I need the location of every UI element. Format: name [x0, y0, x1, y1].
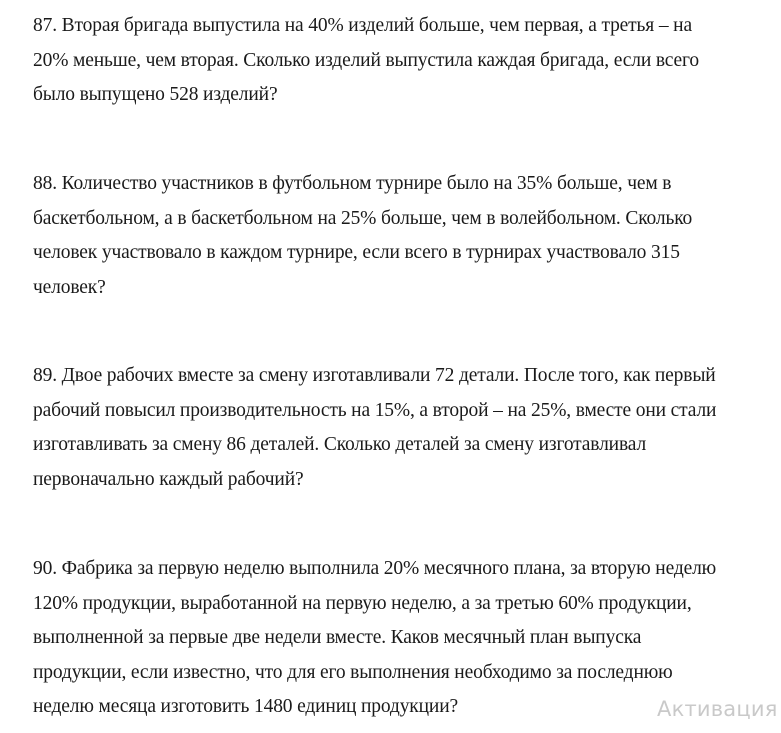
- problem-line: человек?: [33, 276, 106, 298]
- problem-line: 88. Количество участников в футбольном турнире было на 35% больше, чем в: [33, 173, 672, 194]
- problem-line: выполненной за первые две недели вместе. Каков месячный план выпуска: [33, 627, 642, 648]
- problem-line: продукции, если известно, что для его выполнения необходимо за последнюю: [33, 661, 673, 683]
- problem-line: 90. Фабрика за первую неделю выполнила 20% месячного плана, за вторую неделю: [33, 558, 717, 579]
- problem-line: первоначально каждый рабочий?: [33, 468, 304, 490]
- activation-watermark: Активация: [657, 697, 778, 721]
- problem-line: человек участвовало в каждом турнире, если всего в турнирах участвовало 315: [33, 242, 680, 263]
- problem-line: было выпущено 528 изделий?: [33, 84, 278, 105]
- problem-line: 120% продукции, выработанной на первую неделю, а за третью 60% продукции,: [33, 592, 692, 614]
- problem-87: [33, 9, 699, 113]
- problem-90: [33, 552, 716, 725]
- problem-89: [33, 359, 716, 497]
- problem-line: изготавливать за смену 86 деталей. Сколько деталей за смену изготавливал: [33, 434, 647, 455]
- problem-88: [33, 167, 692, 305]
- problem-line: рабочий повысил производительность на 15%, а второй – на 25%, вместе они стали: [33, 399, 717, 421]
- problem-line: 89. Двое рабочих вместе за смену изготавливали 72 детали. После того, как первый: [33, 365, 716, 386]
- problem-line: 20% меньше, чем вторая. Сколько изделий выпустила каждая бригада, если всего: [33, 49, 699, 71]
- problem-line: 87. Вторая бригада выпустила на 40% изделий больше, чем первая, а третья – на: [33, 15, 692, 36]
- problem-line: баскетбольном, а в баскетбольном на 25% больше, чем в волейбольном. Сколько: [33, 207, 693, 229]
- problem-line: неделю месяца изготовить 1480 единиц продукции?: [33, 696, 458, 717]
